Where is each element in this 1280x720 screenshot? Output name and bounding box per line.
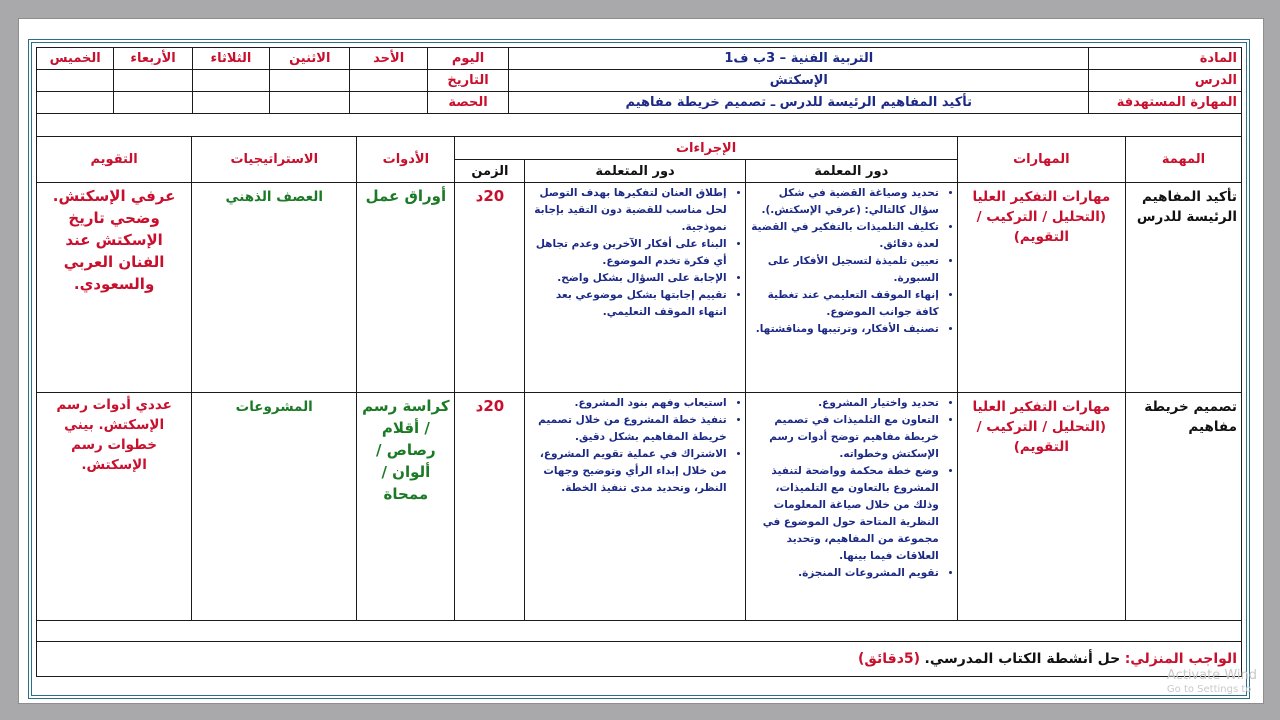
lesson-value: الإسكتش — [509, 70, 1089, 92]
list-item: • التعاون مع التلميذات في تصميم خريطة مفاهيم توضح أدوات رسم الإسكتش وخطواته. — [750, 412, 939, 463]
evaluation-cell: عددي أدوات رسم الإسكتش. بيني خطوات رسم الإسكتش. — [37, 393, 192, 621]
tools-cell: أوراق عمل — [357, 183, 455, 393]
page-sheet — [18, 18, 1264, 704]
skill-value: تأكيد المفاهيم الرئيسة للدرس ـ تصميم خريطة مفاهيم — [509, 92, 1089, 114]
list-item: • تكليف التلميذات بالتفكير في القضية لعدة دقائق. — [750, 219, 939, 253]
list-item: • تحديد وصياغة القضية في شكل سؤال كالتالي: (عرفي الإسكتش.). — [750, 185, 939, 219]
day-monday: الاثنين — [270, 48, 350, 70]
list-item: • تقويم المشروعات المنجزة. — [750, 565, 939, 582]
date-cell — [114, 70, 192, 92]
lesson-table — [36, 136, 1242, 677]
list-item: • وضع خطة محكمة وواضحة لتنفيذ المشروع بالتعاون مع التلميذات، وذلك من خلال صياغة المعلومات النظرية المتاحة حول الموضوع في مجموعة من المفاهيم، وتحديد العلاقات فيما بينها. — [750, 463, 939, 565]
homework-text: حل أنشطة الكتاب المدرسي. — [924, 651, 1121, 667]
tools-cell: كراسة رسم / أقلام رصاص / ألوان / ممحاة — [357, 393, 455, 621]
period-label: الحصة — [427, 92, 508, 114]
teacher-role-cell — [745, 183, 957, 393]
period-cell — [350, 92, 427, 114]
list-item: • تقييم إجابتها بشكل موضوعي بعد انتهاء الموقف التعليمي. — [529, 287, 726, 321]
subject-row — [37, 48, 1242, 70]
col-teacher-role: دور المعلمة — [745, 160, 957, 183]
list-item: • تصنيف الأفكار، وترتيبها ومناقشتها. — [750, 321, 939, 338]
activation-watermark — [1167, 669, 1257, 697]
lesson-plan-frame — [28, 39, 1250, 699]
date-cell — [270, 70, 350, 92]
teacher-role-cell — [745, 393, 957, 621]
list-item: • تنفيذ خطة المشروع من خلال تصميم خريطة المفاهيم بشكل دقيق. — [529, 412, 726, 446]
col-tools: الأدوات — [357, 137, 455, 183]
strategy-cell: المشروعات — [192, 393, 357, 621]
list-item: • الإجابة على السؤال بشكل واضح. — [529, 270, 726, 287]
task-cell: تصميم خريطة مفاهيم — [1125, 393, 1241, 621]
watermark-line: Go to Settings to — [1166, 684, 1252, 695]
task-cell: تأكيد المفاهيم الرئيسة للدرس — [1125, 183, 1241, 393]
period-cell — [114, 92, 192, 114]
subject-label: المادة — [1089, 48, 1242, 70]
lesson-label: الدرس — [1089, 70, 1242, 92]
student-role-cell — [525, 393, 745, 621]
col-student-role: دور المتعلمة — [525, 160, 745, 183]
col-time: الزمن — [455, 160, 525, 183]
date-cell — [37, 70, 114, 92]
period-cell — [192, 92, 269, 114]
day-sunday: الأحد — [350, 48, 427, 70]
period-cell — [37, 92, 114, 114]
list-item: • تعيين تلميذة لتسجيل الأفكار على السبورة. — [750, 253, 939, 287]
period-cell — [270, 92, 350, 114]
skills-cell: مهارات التفكير العليا (التحليل / التركيب / التقويم) — [957, 393, 1125, 621]
strategy-cell: العصف الذهني — [192, 183, 357, 393]
col-strategies: الاستراتيجيات — [192, 137, 357, 183]
table-header-row — [37, 137, 1242, 160]
skill-row — [37, 92, 1242, 114]
col-evaluation: التقويم — [37, 137, 192, 183]
skills-cell: مهارات التفكير العليا (التحليل / التركيب / التقويم) — [957, 183, 1125, 393]
date-label: التاريخ — [427, 70, 508, 92]
day-thursday: الخميس — [37, 48, 114, 70]
header-table — [36, 47, 1242, 137]
lesson-row — [37, 70, 1242, 92]
spacer-row — [37, 114, 1242, 137]
list-item: • البناء على أفكار الآخرين وعدم تجاهل أي فكرة تخدم الموضوع. — [529, 236, 726, 270]
subject-value: التربية الفنية – 3ب ف1 — [509, 48, 1089, 70]
date-cell — [192, 70, 269, 92]
table-row — [37, 183, 1242, 393]
date-cell — [350, 70, 427, 92]
time-cell: 20د — [455, 393, 525, 621]
evaluation-cell: عرفي الإسكتش. وضحي تاريخ الإسكتش عند الفنان العربي والسعودي. — [37, 183, 192, 393]
list-item: • إطلاق العنان لتفكيرها بهدف التوصل لحل مناسب للقضية دون التقيد بإجابة نموذجية. — [529, 185, 726, 236]
col-task: المهمة — [1125, 137, 1241, 183]
homework-row — [37, 642, 1242, 677]
time-cell: 20د — [455, 183, 525, 393]
day-label: اليوم — [427, 48, 508, 70]
list-item: • تحديد واختيار المشروع. — [750, 395, 939, 412]
skill-label: المهارة المستهدفة — [1089, 92, 1242, 114]
day-wednesday: الأربعاء — [114, 48, 192, 70]
col-procedures: الإجراءات — [455, 137, 957, 160]
table-row — [37, 393, 1242, 621]
watermark-line: Activate Wind — [1166, 668, 1257, 683]
list-item: • الاشتراك في عملية تقويم المشروع، من خلال إبداء الرأي وتوضيح وجهات النظر، وتحديد مدى تنفيذ الخطة. — [529, 446, 726, 497]
student-role-cell — [525, 183, 745, 393]
list-item: • استيعاب وفهم بنود المشروع. — [529, 395, 726, 412]
col-skills: المهارات — [957, 137, 1125, 183]
homework-label: الواجب المنزلي: — [1124, 651, 1237, 667]
spacer-row — [37, 621, 1242, 642]
homework-time: (5دقائق) — [858, 651, 921, 667]
day-tuesday: الثلاثاء — [192, 48, 269, 70]
list-item: • إنهاء الموقف التعليمي عند تغطية كافة جوانب الموضوع. — [750, 287, 939, 321]
homework-cell — [37, 642, 1242, 677]
